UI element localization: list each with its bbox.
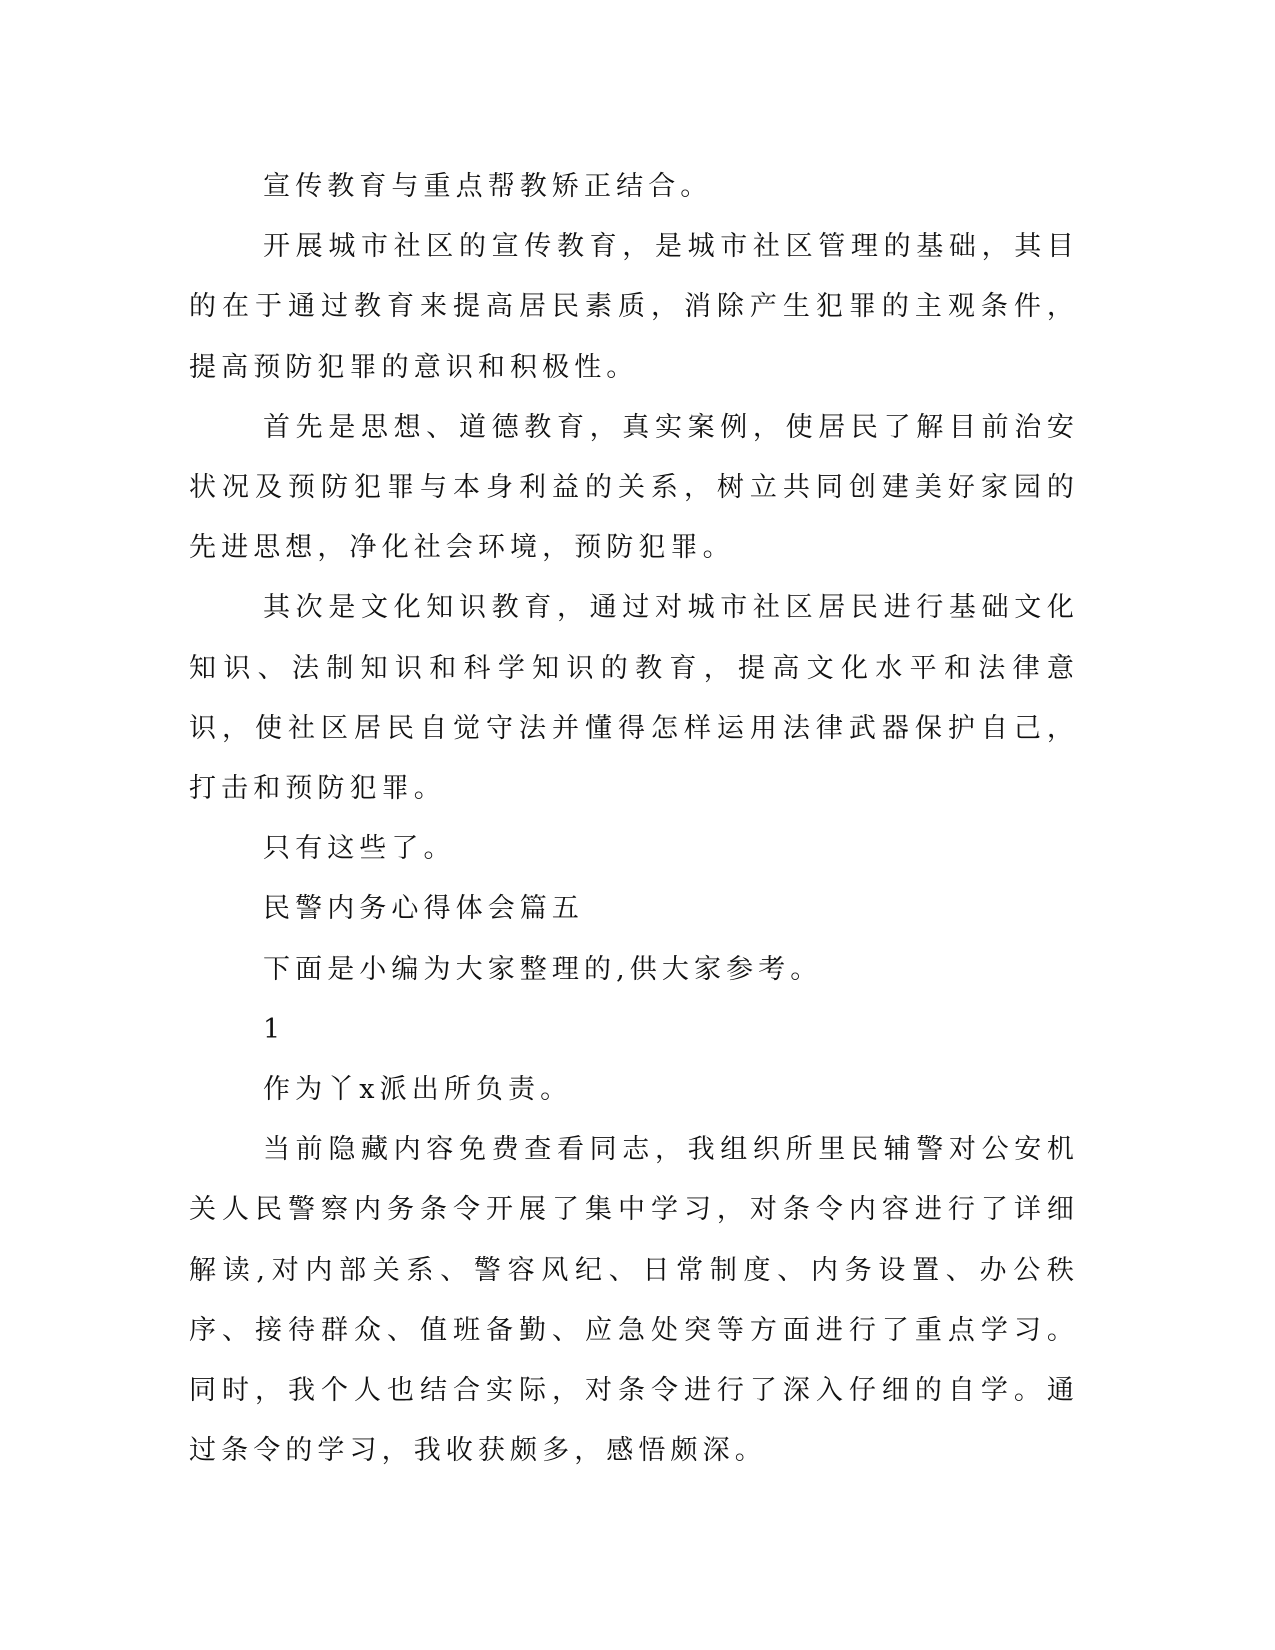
- paragraph: 开展城市社区的宣传教育，是城市社区管理的基础，其目的在于通过教育来提高居民素质，消除产生犯罪的主观条件，提高预防犯罪的意识和积极性。: [189, 231, 1079, 383]
- paragraph: 只有这些了。: [263, 833, 456, 865]
- paragraph: 其次是文化知识教育，通过对城市社区居民进行基础文化知识、法制知识和科学知识的教育，提高文化水平和法律意识，使社区居民自觉守法并懂得怎样运用法律武器保护自己，打击和预防犯罪。: [189, 592, 1079, 805]
- paragraph: 下面是小编为大家整理的,供大家参考。: [263, 953, 823, 985]
- paragraph: 宣传教育与重点帮教矫正结合。: [263, 171, 713, 202]
- paragraph: 首先是思想、道德教育，真实案例，使居民了解目前治安状况及预防犯罪与本身利益的关系，树立共同创建美好家园的先进思想，净化社会环境，预防犯罪。: [189, 411, 1079, 564]
- paragraph: 当前隐藏内容免费查看同志，我组织所里民辅警对公安机关人民警察内务条令开展了集中学习，对条令内容进行了详细解读,对内部关系、警容风纪、日常制度、内务设置、办公秩序、接待群众、值班备勤、应急处突等方面进行了重点学习。同时，我个人也结合实际，对条令进行了深入仔细的自学。通过条令的学习，我收获颇多，感悟颇深。: [189, 1134, 1079, 1467]
- paragraph: 作为丫x派出所负责。: [263, 1074, 573, 1106]
- list-number: 1: [263, 1013, 286, 1045]
- section-title: 民警内务心得体会篇五: [263, 893, 584, 925]
- document-body: [189, 157, 1079, 1481]
